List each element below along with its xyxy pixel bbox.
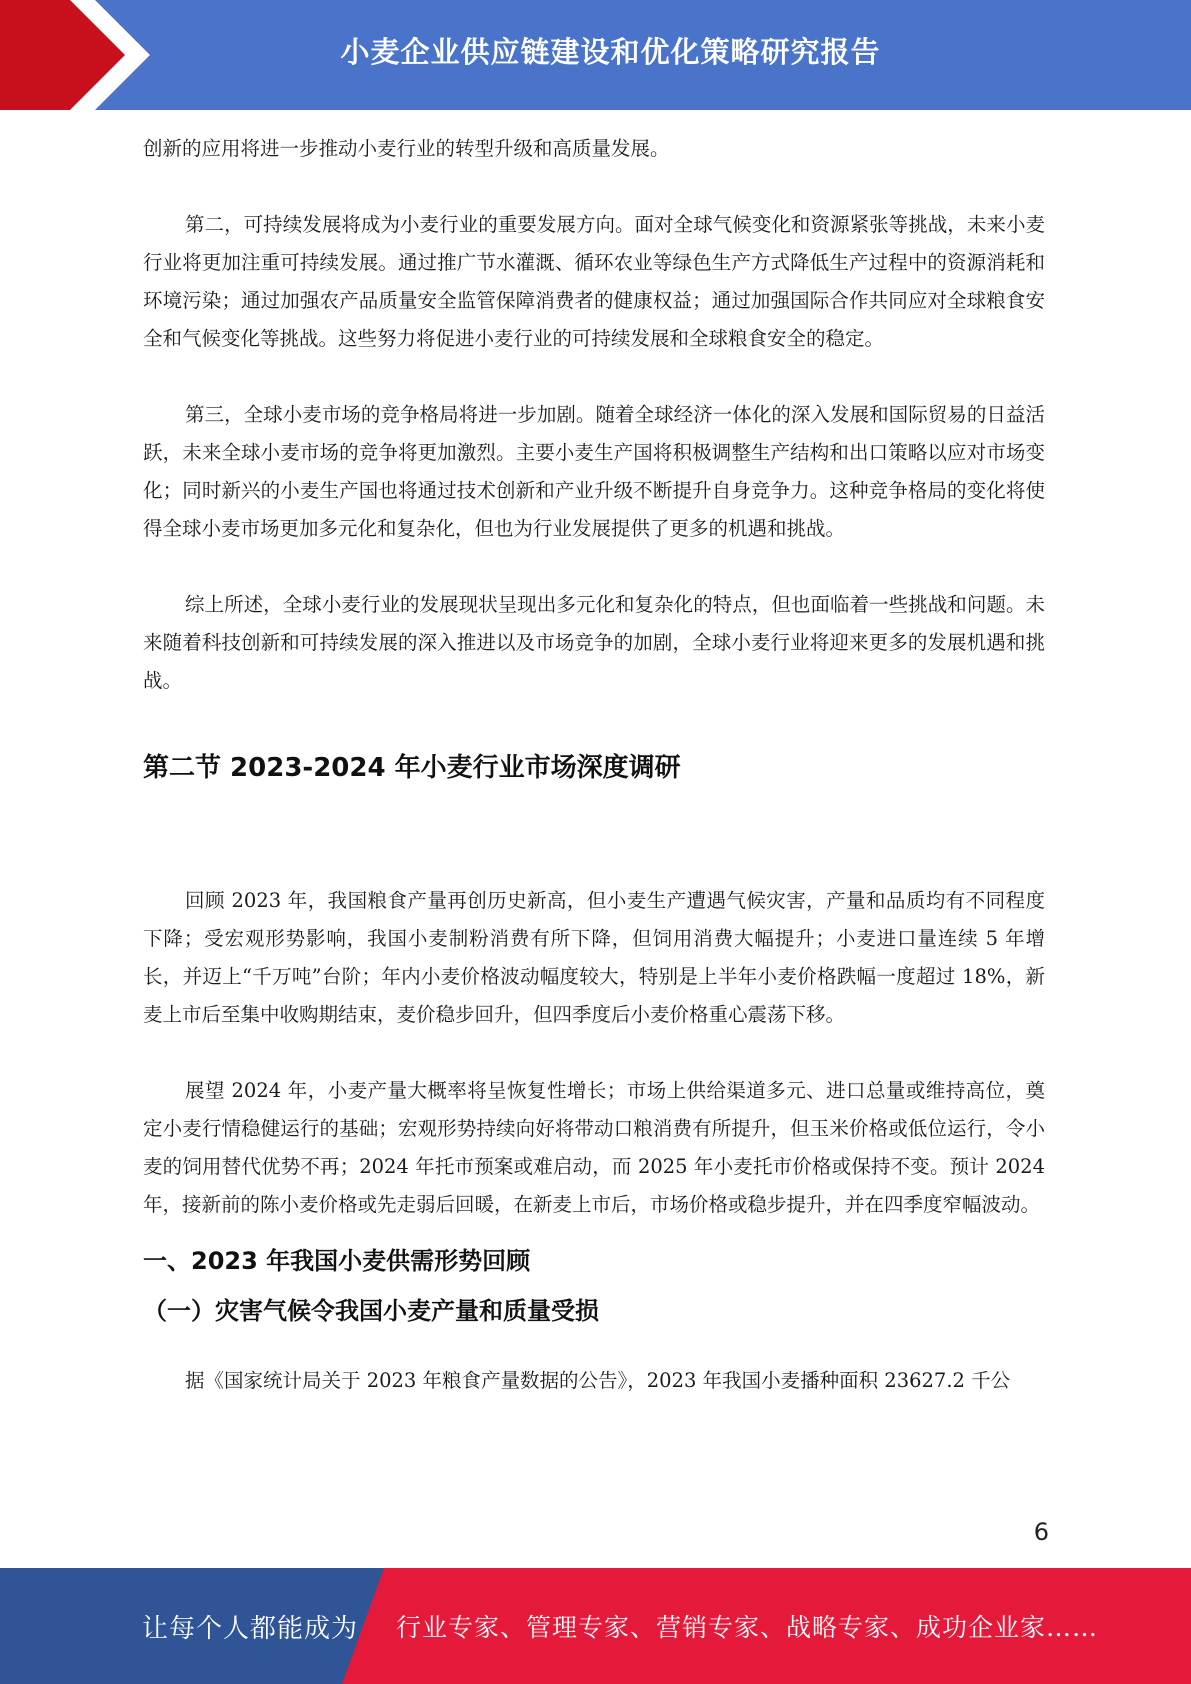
footer-slogan-right: 行业专家、管理专家、营销专家、战略专家、成功企业家…… <box>396 1613 1099 1642</box>
heading-level2: （一）灾害气候令我国小麦产量和质量受损 <box>143 1297 599 1325</box>
footer-slogan-left: 让每个人都能成为 <box>142 1613 359 1644</box>
paragraph-review-2023: 回顾 2023 年，我国粮食产量再创历史新高，但小麦生产遭遇气候灾害，产量和品质均有不同程度下降；受宏观形势影响，我国小麦制粉消费有所下降，但饲用消费大幅提升；小麦进口量连续 5 年增长，并迈上“千万吨”台阶；年内小麦价格波动幅度较大，特别是上半年小麦价格跌幅一度超过 18%，新麦上市后至集中收购期结束，麦价稳步回升，但四季度后小麦价格重心震荡下移。 <box>143 889 1045 1026</box>
page-footer <box>0 1568 1191 1684</box>
red-chevron-decoration <box>0 0 150 110</box>
page-header <box>0 0 1191 110</box>
paragraph-competition: 第三，全球小麦市场的竞争格局将进一步加剧。随着全球经济一体化的深入发展和国际贸易的日益活跃，未来全球小麦市场的竞争将更加激烈。主要小麦生产国将积极调整生产结构和出口策略以应对市场变化；同时新兴的小麦生产国也将通过技术创新和产业升级不断提升自身竞争力。这种竞争格局的变化将使得全球小麦市场更加多元化和复杂化，但也为行业发展提供了更多的机遇和挑战。 <box>143 403 1045 540</box>
page-body <box>143 130 1045 1400</box>
paragraph-outlook-2024: 展望 2024 年，小麦产量大概率将呈恢复性增长；市场上供给渠道多元、进口总量或维持高位，奠定小麦行情稳健运行的基础；宏观形势持续向好将带动口粮消费有所提升，但玉米价格或低位运行，令小麦的饲用替代优势不再；2024 年托市预案或难启动，而 2025 年小麦托市价格或保持不变。预计 2024 年，接新前的陈小麦价格或先走弱后回暖，在新麦上市后，市场价格或稳步提升，并在四季度窄幅波动。 <box>143 1079 1045 1216</box>
section-title: 第二节 2023-2024 年小麦行业市场深度调研 <box>143 753 681 783</box>
heading-level1: 一、2023 年我国小麦供需形势回顾 <box>143 1247 531 1275</box>
page-number: 6 <box>1033 1518 1049 1546</box>
paragraph-continuation: 创新的应用将进一步推动小麦行业的转型升级和高质量发展。 <box>143 137 670 160</box>
paragraph-statistics: 据《国家统计局关于 2023 年粮食产量数据的公告》，2023 年我国小麦播种面积 23627.2 千公 <box>185 1369 1011 1392</box>
paragraph-summary: 综上所述，全球小麦行业的发展现状呈现出多元化和复杂化的特点，但也面临着一些挑战和问题。未来随着科技创新和可持续发展的深入推进以及市场竞争的加剧，全球小麦行业将迎来更多的发展机遇和挑战。 <box>143 593 1045 692</box>
report-title: 小麦企业供应链建设和优化策略研究报告 <box>340 34 881 69</box>
paragraph-sustainability: 第二，可持续发展将成为小麦行业的重要发展方向。面对全球气候变化和资源紧张等挑战，未来小麦行业将更加注重可持续发展。通过推广节水灌溉、循环农业等绿色生产方式降低生产过程中的资源消耗和环境污染；通过加强农产品质量安全监管保障消费者的健康权益；通过加强国际合作共同应对全球粮食安全和气候变化等挑战。这些努力将促进小麦行业的可持续发展和全球粮食安全的稳定。 <box>143 213 1045 350</box>
